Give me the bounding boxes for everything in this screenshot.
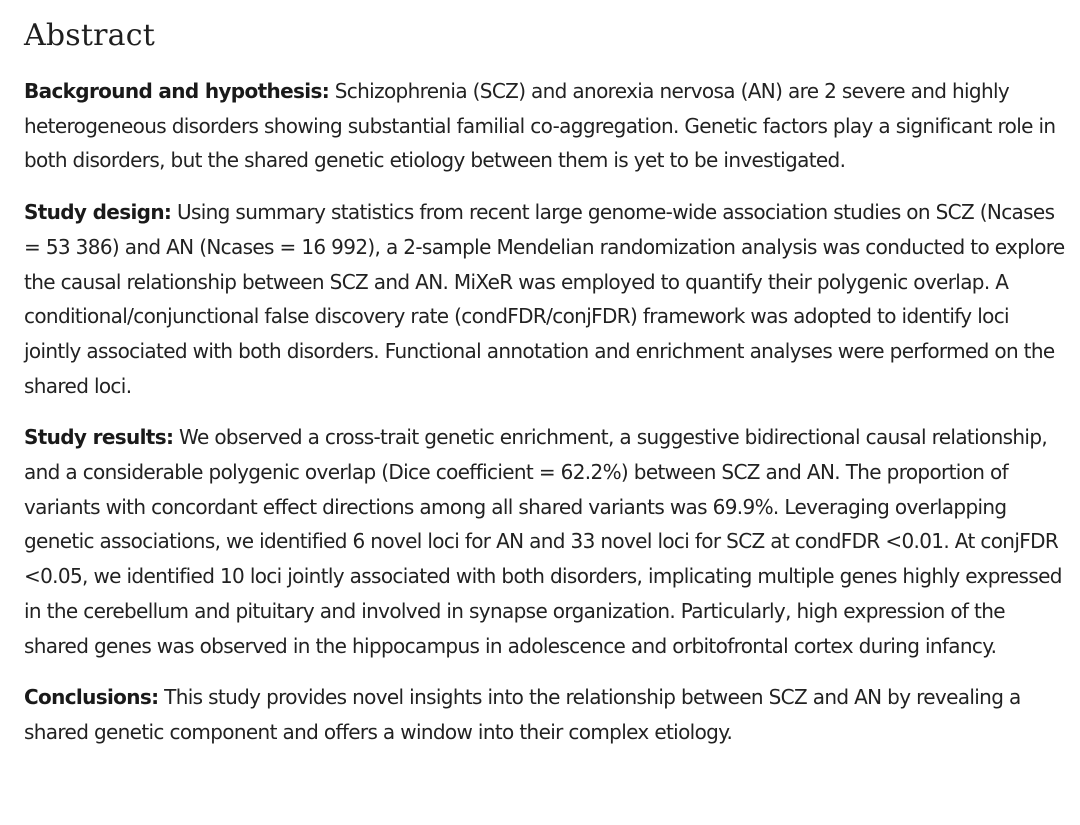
section-background bbox=[24, 74, 1069, 178]
section-background-label: Background and hypothesis: bbox=[24, 79, 330, 103]
section-background-text: Schizophrenia (SCZ) and anorexia nervosa (AN) are 2 severe and highly heterogeneous disorders showing substantial familial co-aggregation. Genetic factors play a significant role in both disorders, but the shared genetic etiology between them is yet to be investigated. bbox=[24, 79, 1056, 173]
section-conclusions-text: This study provides novel insights into the relationship between SCZ and AN by revealing a shared genetic component and offers a window into their complex etiology. bbox=[24, 685, 1021, 744]
section-study-design bbox=[24, 195, 1069, 403]
section-conclusions bbox=[24, 680, 1069, 749]
section-study-design-text: Using summary statistics from recent large genome-wide association studies on SCZ (Ncases = 53 386) and AN (Ncases = 16 992), a 2-sample Mendelian randomization analysis was conducted to explore the causal relationship between SCZ and AN. MiXeR was employed to quantify their polygenic overlap. A conditional/conjunctional false discovery rate (condFDR/conjFDR) framework was adopted to identify loci jointly associated with both disorders. Functional annotation and enrichment analyses were performed on the shared loci. bbox=[24, 200, 1065, 398]
section-study-results-text: We observed a cross-trait genetic enrichment, a suggestive bidirectional causal relationship, and a considerable polygenic overlap (Dice coefficient = 62.2%) between SCZ and AN. The proportion of variants with concordant effect directions among all shared variants was 69.9%. Leveraging overlapping genetic associations, we identified 6 novel loci for AN and 33 novel loci for SCZ at condFDR <0.01. At conjFDR <0.05, we identified 10 loci jointly associated with both disorders, implicating multiple genes highly expressed in the cerebellum and pituitary and involved in synapse organization. Particularly, high expression of the shared genes was observed in the hippocampus in adolescence and orbitofrontal cortex during infancy. bbox=[24, 425, 1062, 658]
section-study-results-label: Study results: bbox=[24, 425, 174, 450]
section-study-results bbox=[24, 420, 1069, 663]
abstract-heading: Abstract bbox=[24, 18, 156, 53]
section-conclusions-label: Conclusions: bbox=[24, 685, 159, 710]
section-study-design-label: Study design: bbox=[24, 200, 172, 225]
abstract-container bbox=[24, 14, 1069, 767]
